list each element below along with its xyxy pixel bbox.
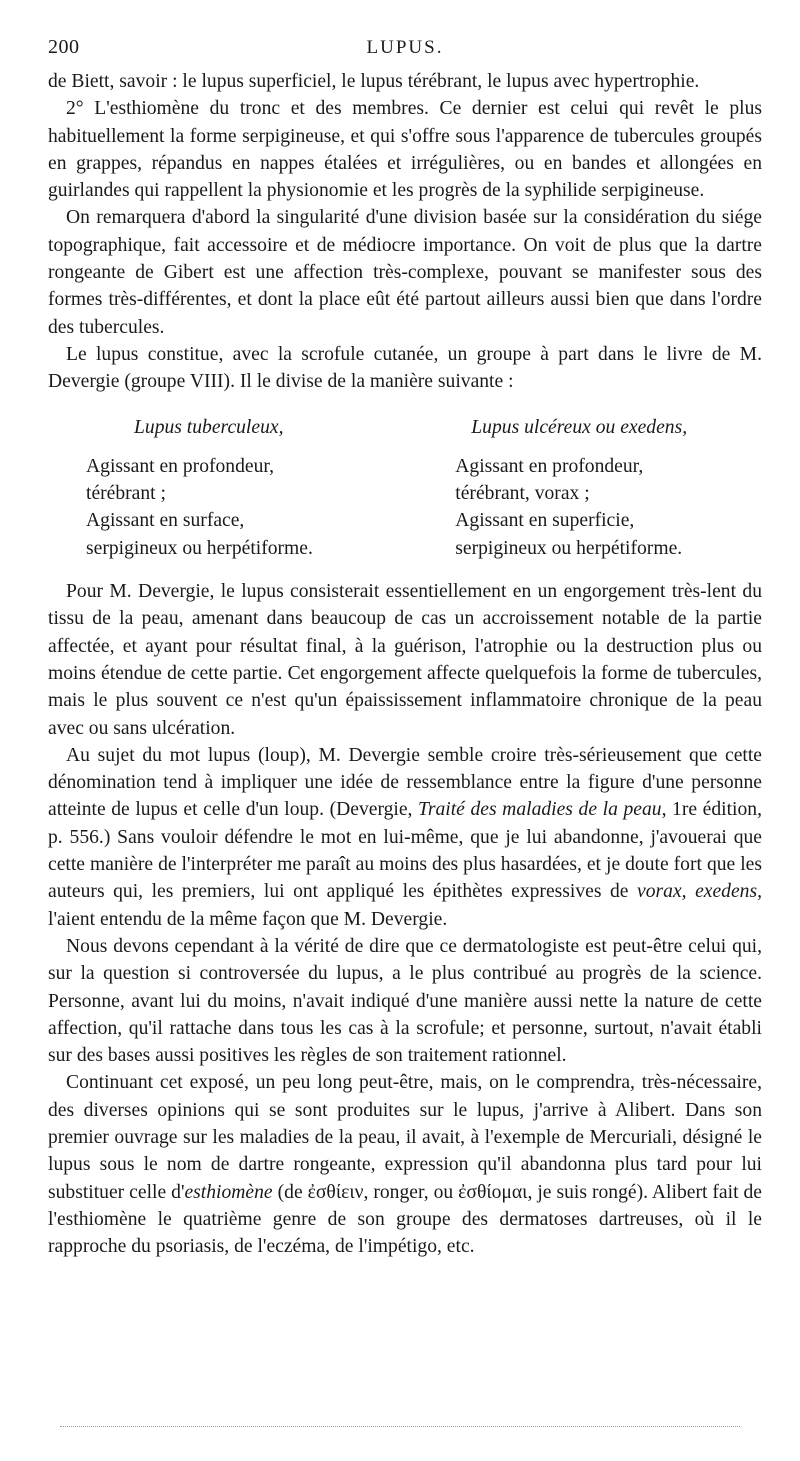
classification-right-line: Agissant en profondeur, <box>455 455 644 477</box>
classification-right <box>419 414 762 562</box>
classification-left-title: Lupus tuberculeux, <box>134 416 284 438</box>
page-header <box>48 34 762 62</box>
paragraph-devergie-groupe: Le lupus constitue, avec la scrofule cutanée, un groupe à part dans le livre de M. Devergie (groupe VIII). Il le divise de la manière suivante : <box>48 343 762 393</box>
paragraph-mot-lupus <box>48 742 762 933</box>
page-number: 200 <box>48 36 80 58</box>
term-italic: esthiomène <box>184 1181 273 1203</box>
classification-left-line: térébrant ; <box>86 483 166 505</box>
paragraph-remarque-division: On remarquera d'abord la singularité d'une division basée sur la considération du siége topographique, fait accessoire et de médiocre importance. On voit de plus que la dartre rongeante de Gibert est une affection très-complexe, pouvant se manifester sous des formes très-différentes, et dont la place eût été partout ailleurs aussi bien que dans l'ordre des tubercules. <box>48 207 762 338</box>
classification-left <box>48 414 391 562</box>
paragraph-alibert <box>48 1069 762 1260</box>
book-title-italic: Traité des maladies de la peau <box>418 799 662 821</box>
paragraph-esthiomene-tronc: 2° L'esthiomène du tronc et des membres. Ce dernier est celui qui revêt le plus habituellement la forme serpigineuse, et qui s'offre sous l'apparence de tubercules groupés en grappes, répandus en nappes étalées et irrégulières, ou en bandes et allongées en guirlandes qui rappellent la physionomie et les progrès de la syphilide serpigineuse. <box>48 98 762 202</box>
classification-left-line: Agissant en profondeur, <box>86 455 275 477</box>
classification-right-line: térébrant, vorax ; <box>455 483 590 505</box>
paragraph-verite: Nous devons cependant à la vérité de dire que ce dermatologiste est peut-être celui qui, sur la question si controversée du lupus, a le plus contribué au progrès de la science. Personne, avant lui du moins, n'avait indiqué d'une manière aussi nette la nature de cette affection, qu'il rattache dans tous les cas à la scrofule; et personne, surtout, n'avait établi sur des bases aussi positives les règles de son traitement rationnel. <box>48 935 762 1067</box>
text-run: Au sujet du mot lupus (loup), M. Devergie semble croire très-sérieusement que cette dénomination tend à impliquer une idée de ressemblance entre la figure d'une personne atteinte de lupus et celle d'un loup. (Devergie, <box>48 744 762 821</box>
footer-dotted-rule <box>60 1426 740 1427</box>
text-run: (de ἐσθίειν, ronger, ou ἐσθίομαι, je suis rongé). Alibert fait de l'esthiomène le quatrième genre de son groupe des dermatoses dartreuses, où il le rapproche du psoriasis, de l'eczéma, de l'impétigo, etc. <box>48 1181 762 1258</box>
text-run: , 1re édition, p. 556.) Sans vouloir défendre le mot en lui-même, que je lui abandonne, j'avouerai que cette manière de l'interpréter me paraît au moins des plus hasardées, et je doute fort que les auteurs qui, les premiers, lui ont appliqué les épithètes expressives de <box>48 799 762 903</box>
classification-columns <box>48 414 762 562</box>
running-title: LUPUS. <box>366 37 444 58</box>
text-run: l'aient entendu de la même façon que M. Devergie. <box>48 908 448 930</box>
classification-left-line: Agissant en surface, <box>86 510 245 532</box>
epithets-italic: vorax, exedens, <box>637 881 762 903</box>
classification-left-line: serpigineux ou herpétiforme. <box>86 537 313 559</box>
classification-right-line: serpigineux ou herpétiforme. <box>455 537 683 559</box>
paragraph-biett: de Biett, savoir : le lupus superficiel, le lupus térébrant, le lupus avec hypertrophie. <box>48 71 700 92</box>
text-run: Continuant cet exposé, un peu long peut-être, mais, on le comprendra, très-nécessaire, des diverses opinions qui se sont produites sur le lupus, j'arrive à Alibert. Dans son premier ouvrage sur les maladies de la peau, il avait, à l'exemple de Mercuriali, désigné le lupus sous le nom de dartre rongeante, expression qu'il abandonna plus tard pour lui substituer celle d' <box>48 1072 762 1203</box>
classification-right-title: Lupus ulcéreux ou exedens, <box>471 416 688 438</box>
classification-right-line: Agissant en superficie, <box>455 510 635 532</box>
paragraph-devergie-engorgement: Pour M. Devergie, le lupus consisterait essentiellement en un engorgement très-lent du tissu de la peau, amenant dans beaucoup de cas un accroissement notable de la partie affectée, et ayant pour résultat final, à la guérison, l'atrophie ou la destruction plus ou moins étendue de cette partie. Cet engorgement affecte quelquefois la forme de tubercules, mais le plus souvent ce n'est qu'un épaississement inflammatoire chronique de la peau avec ou sans ulcération. <box>48 581 762 739</box>
